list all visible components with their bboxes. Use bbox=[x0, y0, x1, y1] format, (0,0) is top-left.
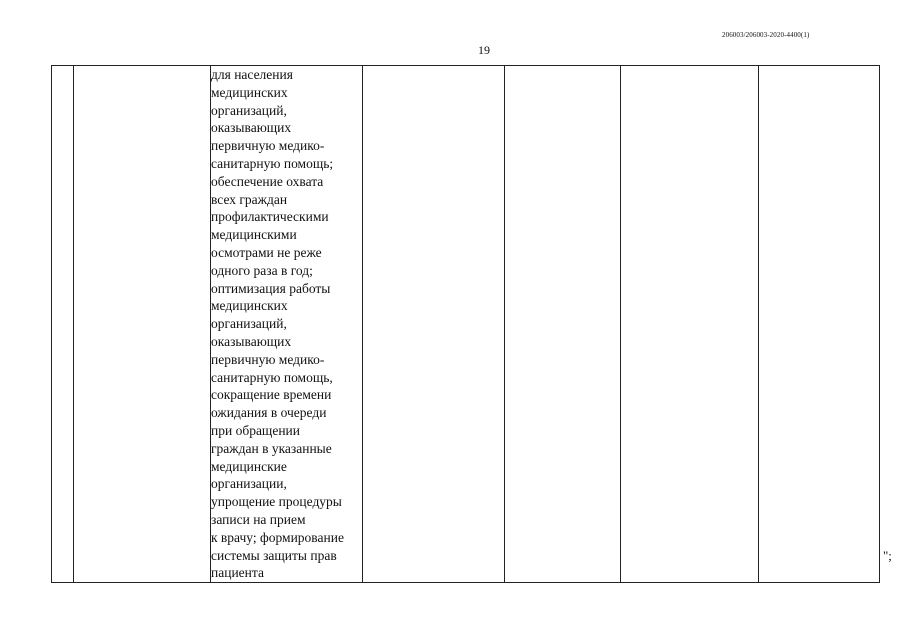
table-cell-description bbox=[211, 66, 363, 583]
table-cell bbox=[363, 66, 505, 583]
document-table bbox=[51, 65, 880, 583]
page-number: 19 bbox=[478, 43, 490, 57]
table-cell-number bbox=[52, 66, 74, 583]
cell-text: для населения медицинских организаций, оказывающих первичную медико- санитарную помощь; обеспечение охвата всех граждан профилактическими медицинскими осмотрами не реже одного раза в год; оптимизация работы медицинских организаций, оказывающих первичную медико- санитарную помощь, сокращение времени ожидания в очереди при обращении граждан в указанные медицинские организации, упрощение процедуры записи на прием к врачу; формирование системы защиты прав пациента bbox=[211, 67, 344, 581]
closing-quote-mark: "; bbox=[883, 548, 892, 563]
table-cell bbox=[621, 66, 759, 583]
table-cell-name bbox=[74, 66, 211, 583]
document-code: 206003/206003-2020-4400(1) bbox=[722, 31, 810, 39]
table-cell bbox=[505, 66, 621, 583]
table-cell bbox=[759, 66, 880, 583]
table-row bbox=[52, 66, 880, 583]
